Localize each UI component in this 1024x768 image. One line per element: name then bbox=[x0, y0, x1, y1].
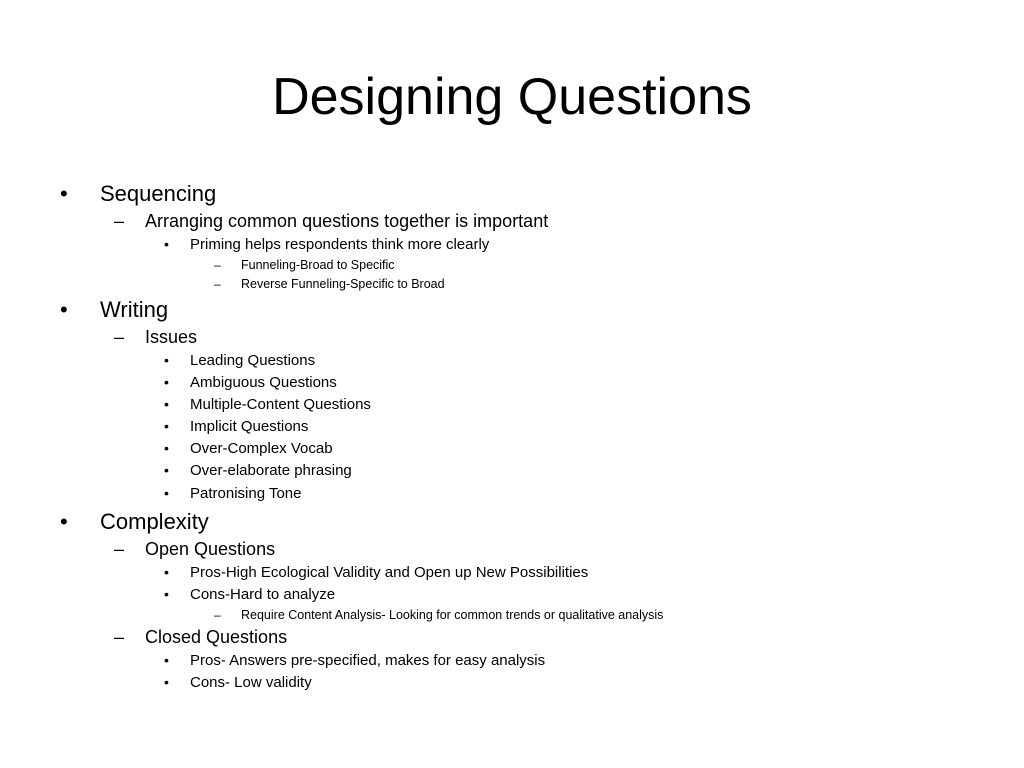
bullet-dot-icon: • bbox=[164, 462, 169, 478]
bullet-text: Implicit Questions bbox=[190, 418, 309, 435]
bullet-text: Closed Questions bbox=[145, 627, 288, 647]
bullet-dash-icon: – bbox=[214, 608, 221, 622]
bullet-dot-icon: • bbox=[164, 485, 169, 501]
bullet-text: Reverse Funneling-Specific to Broad bbox=[241, 277, 445, 291]
bullet-dot-icon: • bbox=[60, 297, 68, 322]
bullet-text: Complexity bbox=[100, 509, 209, 534]
bullet-dot-icon: • bbox=[164, 440, 169, 456]
bullet-text: Arranging common questions together is important bbox=[145, 211, 549, 231]
bullet-text: Cons- Low validity bbox=[190, 674, 312, 691]
bullet-dot-icon: • bbox=[164, 396, 169, 412]
bullet-text: Cons-Hard to analyze bbox=[190, 586, 336, 603]
bullet-text: Multiple-Content Questions bbox=[190, 396, 371, 413]
bullet-dot-icon: • bbox=[60, 509, 68, 534]
bullet-dot-icon: • bbox=[164, 352, 169, 368]
bullet-text: Sequencing bbox=[100, 181, 217, 206]
bullet-text: Over-Complex Vocab bbox=[190, 440, 333, 457]
bullet-dash-icon: – bbox=[214, 258, 221, 272]
bullet-dot-icon: • bbox=[164, 374, 169, 390]
bullet-dot-icon: • bbox=[164, 586, 169, 602]
bullet-dot-icon: • bbox=[164, 564, 169, 580]
bullet-text: Pros-High Ecological Validity and Open up New Possibilities bbox=[190, 564, 589, 581]
bullet-text: Funneling-Broad to Specific bbox=[241, 258, 395, 272]
bullet-text: Priming helps respondents think more clearly bbox=[190, 236, 490, 253]
bullet-text: Open Questions bbox=[145, 539, 276, 559]
bullet-text: Leading Questions bbox=[190, 352, 316, 369]
bullet-dash-icon: – bbox=[114, 211, 125, 231]
bullet-text: Writing bbox=[100, 297, 169, 322]
bullet-dash-icon: – bbox=[114, 627, 125, 647]
bullet-dash-icon: – bbox=[114, 539, 125, 559]
slide-title: Designing Questions bbox=[272, 68, 752, 126]
bullet-dot-icon: • bbox=[60, 181, 68, 206]
bullet-text: Issues bbox=[145, 327, 198, 347]
bullet-text: Require Content Analysis- Looking for common trends or qualitative analysis bbox=[241, 608, 664, 622]
bullet-dash-icon: – bbox=[114, 327, 125, 347]
bullet-text: Over-elaborate phrasing bbox=[190, 462, 352, 479]
bullet-dot-icon: • bbox=[164, 652, 169, 668]
bullet-dot-icon: • bbox=[164, 418, 169, 434]
bullet-text: Pros- Answers pre-specified, makes for easy analysis bbox=[190, 652, 546, 669]
bullet-dot-icon: • bbox=[164, 236, 169, 252]
bullet-text: Patronising Tone bbox=[190, 485, 302, 502]
bullet-dot-icon: • bbox=[164, 674, 169, 690]
bullet-text: Ambiguous Questions bbox=[190, 374, 337, 391]
bullet-dash-icon: – bbox=[214, 277, 221, 291]
